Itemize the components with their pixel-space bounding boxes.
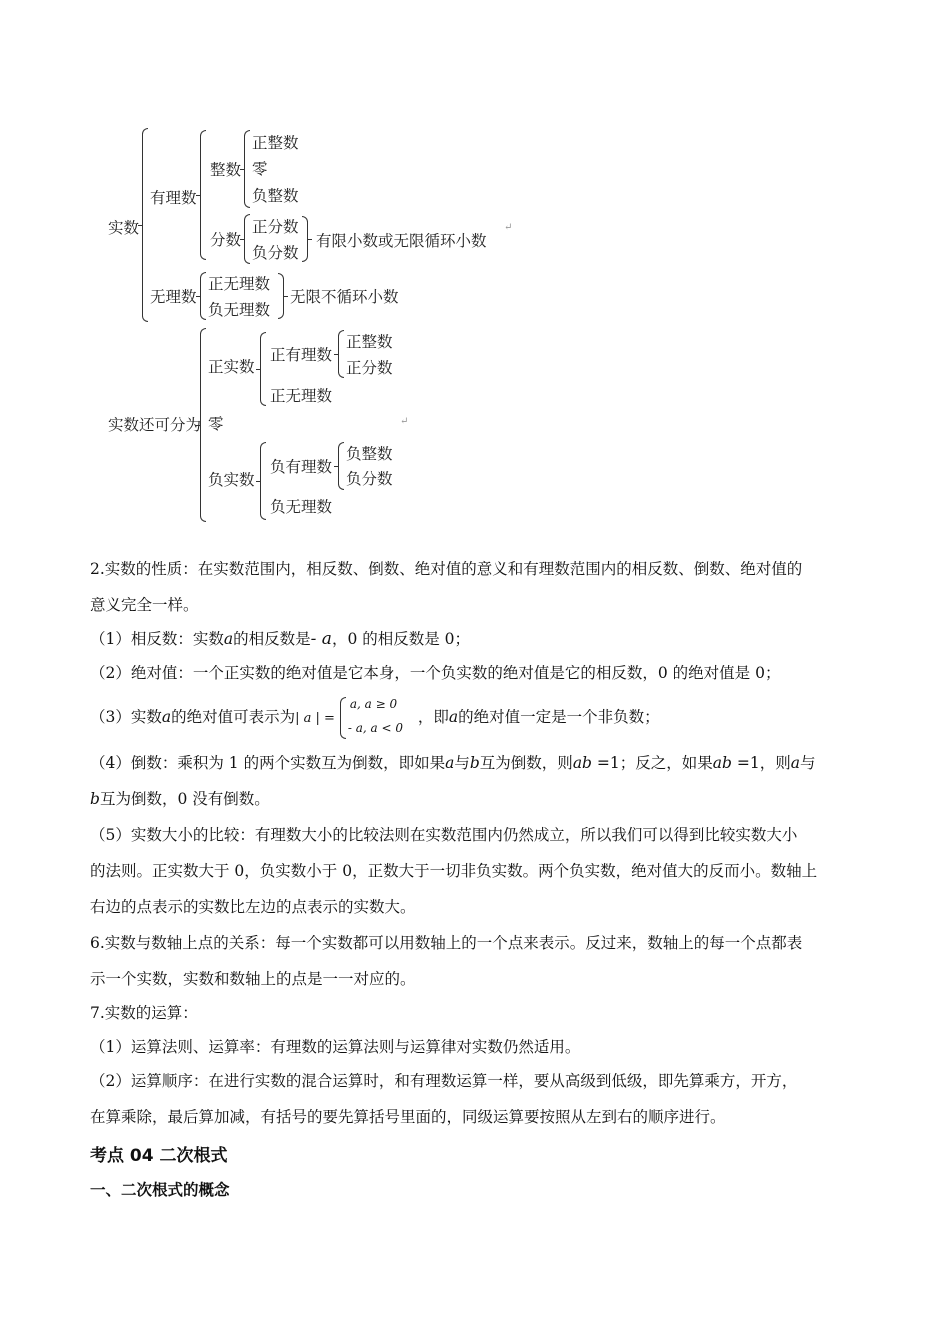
brace bbox=[338, 330, 344, 378]
label-integer: 整数 bbox=[210, 161, 242, 179]
label-neg-irr: 负无理数 bbox=[208, 301, 271, 319]
fraction-note: 有限小数或无限循环小数 bbox=[316, 232, 487, 250]
label-pos-irr: 正无理数 bbox=[208, 275, 271, 293]
return-mark: ↵ bbox=[400, 416, 409, 427]
item-absolute-formula: （3）实数a的绝对值可表示为| a | = a, a ≥ 0 - a, a < 0 ，即a的绝对值一定是一个非负数； bbox=[90, 708, 865, 728]
brace bbox=[142, 128, 148, 322]
label-neg-rational: 负有理数 bbox=[270, 458, 333, 476]
brace bbox=[278, 273, 284, 319]
brace bbox=[338, 442, 344, 490]
brace bbox=[244, 214, 250, 264]
piecewise-formula: a, a ≥ 0 - a, a < 0 bbox=[340, 709, 418, 727]
label-pos-real: 正实数 bbox=[208, 358, 255, 376]
item-comparison: （5）实数大小的比较：有理数大小的比较法则在实数范围内仍然成立，所以我们可以得到比较实数大小 的法则。正实数大于 0，负实数小于 0，正数大于一切非负实数。两个负实数，绝对值大的反而小。数轴上 右边的点表示的实数比左边的点表示的实数大。 bbox=[90, 826, 818, 916]
brace bbox=[244, 130, 250, 208]
label-pos-rational: 正有理数 bbox=[270, 346, 333, 364]
label-pos-irr-2: 正无理数 bbox=[270, 387, 333, 405]
item-opposite: （1）相反数：实数a的相反数是- a，0 的相反数是 0； bbox=[90, 629, 471, 649]
label-zero: 零 bbox=[252, 160, 268, 178]
paragraph-number-line: 6.实数与数轴上点的关系：每一个实数都可以用数轴上的一个点来表示。反过来，数轴上的每一个点都表 示一个实数，实数和数轴上的点是一一对应的。 bbox=[90, 934, 803, 988]
item-absolute: （2）绝对值：一个正实数的绝对值是它本身，一个负实数的绝对值是它的相反数，0 的绝对值是 0； bbox=[90, 664, 781, 682]
label-pos-frac-2: 正分数 bbox=[346, 359, 393, 377]
label-neg-int: 负整数 bbox=[252, 187, 299, 205]
return-mark: ↵ bbox=[504, 222, 513, 233]
brace bbox=[200, 328, 206, 522]
section-heading: 考点 04 二次根式 bbox=[90, 1146, 228, 1166]
label-zero-2: 零 bbox=[208, 415, 224, 433]
label-neg-frac: 负分数 bbox=[252, 244, 299, 262]
label-pos-int-2: 正整数 bbox=[346, 333, 393, 351]
label-neg-int-2: 负整数 bbox=[346, 445, 393, 463]
brace bbox=[302, 216, 308, 262]
label-irrational: 无理数 bbox=[150, 288, 197, 306]
brace bbox=[200, 272, 206, 320]
label-fraction: 分数 bbox=[210, 231, 242, 249]
label-neg-real: 负实数 bbox=[208, 471, 255, 489]
brace bbox=[260, 442, 266, 520]
paragraph-operations: 7.实数的运算： bbox=[90, 1004, 198, 1022]
brace bbox=[200, 130, 206, 260]
label-real-also: 实数还可分为 bbox=[108, 416, 202, 434]
irrational-note: 无限不循环小数 bbox=[290, 288, 399, 306]
item-reciprocal: （4）倒数：乘积为 1 的两个实数互为倒数，即如果a与b互为倒数，则ab =1；反之，如果ab =1，则a与 b互为倒数，0 没有倒数。 bbox=[90, 754, 816, 808]
paragraph-properties: 2.实数的性质：在实数范围内，相反数、倒数、绝对值的意义和有理数范围内的相反数、倒数、绝对值的 意义完全一样。 bbox=[90, 560, 803, 614]
label-pos-int: 正整数 bbox=[252, 134, 299, 152]
item-operation-rules: （1）运算法则、运算率：有理数的运算法则与运算律对实数仍然适用。 bbox=[90, 1038, 581, 1056]
label-real-number: 实数 bbox=[108, 219, 140, 237]
brace bbox=[260, 332, 266, 406]
label-neg-frac-2: 负分数 bbox=[346, 470, 393, 488]
label-rational: 有理数 bbox=[150, 189, 197, 207]
label-pos-frac: 正分数 bbox=[252, 218, 299, 236]
subsection-heading: 一、二次根式的概念 bbox=[90, 1181, 230, 1199]
item-operation-order: （2）运算顺序：在进行实数的混合运算时，和有理数运算一样，要从高级到低级，即先算乘方，开方， 在算乘除，最后算加减，有括号的要先算括号里面的，同级运算要按照从左到右的顺序进行。 bbox=[90, 1072, 798, 1126]
label-neg-irr-2: 负无理数 bbox=[270, 498, 333, 516]
